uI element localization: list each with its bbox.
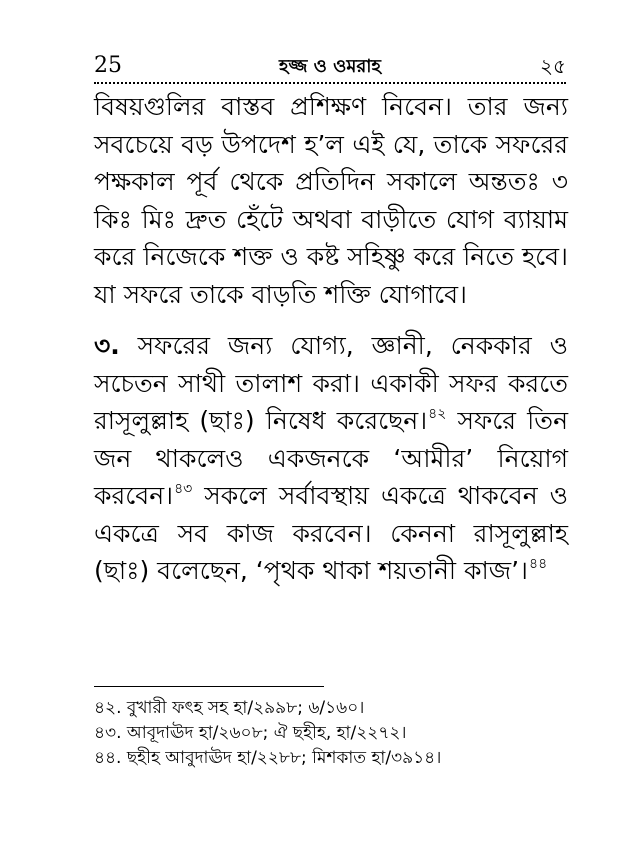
list-number: ৩. (94, 331, 120, 360)
footnote-44: ৪৪. ছহীহ আবুদাঊদ হা/২২৮৮; মিশকাত হা/৩৯১৪। (94, 748, 442, 768)
paragraph-2 (94, 327, 568, 590)
footnote-ref-43: ৪৩ (174, 481, 193, 497)
page-number-bangla: ২৫ (540, 54, 566, 78)
footnote-ref-44: ৪৪ (529, 556, 548, 572)
footnotes (94, 696, 566, 771)
paragraph-1: বিষয়গুলির বাস্তব প্রশিক্ষণ নিবেন। তার জন্য সবচেয়ে বড় উপদেশ হ’ল এই যে, তাকে সফরের পক্ষকাল পূর্ব থেকে প্রতিদিন সকালে অন্ততঃ ৩ কিঃ মিঃ দ্রুত হেঁটে অথবা বাড়ীতে যোগ ব্যায়াম করে নিজেকে শক্ত ও কষ্ট সহিষ্ণু করে নিতে হবে। যা সফরে তাকে বাড়তি শক্তি যোগাবে। (94, 92, 568, 309)
footnote-42: ৪২. বুখারী ফৎহ সহ হা/২৯৯৮; ৬/১৬০। (94, 698, 365, 718)
paragraph-2-part-3: সকলে সর্বাবস্থায় একত্রে থাকবেন ও একত্রে সব কাজ করবেন। কেননা রাসূলুল্লাহ (ছাঃ) বলেছেন, ‘পৃথক থাকা শয়তানী কাজ’। (94, 481, 568, 585)
footnote-divider (94, 686, 324, 687)
page-number-latin: 25 (94, 53, 122, 78)
footnote-ref-42: ৪২ (428, 406, 447, 422)
body-text (94, 88, 568, 590)
paragraph-2-part-1: সফরের জন্য যোগ্য, জ্ঞানী, নেককার ও সচেতন সাথী তালাশ করা। একাকী সফর করতে রাসূলুল্লাহ (ছাঃ) নিষেধ করেছেন। (94, 331, 568, 435)
paragraph-2-part-2: সফরে তিন জন থাকলেও একজনকে ‘আমীর’ নিয়োগ করবেন। (94, 406, 568, 510)
running-header (94, 52, 566, 84)
footnote-43: ৪৩. আবূদাঊদ হা/২৬০৮; ঐ ছহীহ, হা/২২৭২। (94, 723, 407, 743)
book-title: হজ্জ ও ওমরাহ (279, 56, 381, 77)
